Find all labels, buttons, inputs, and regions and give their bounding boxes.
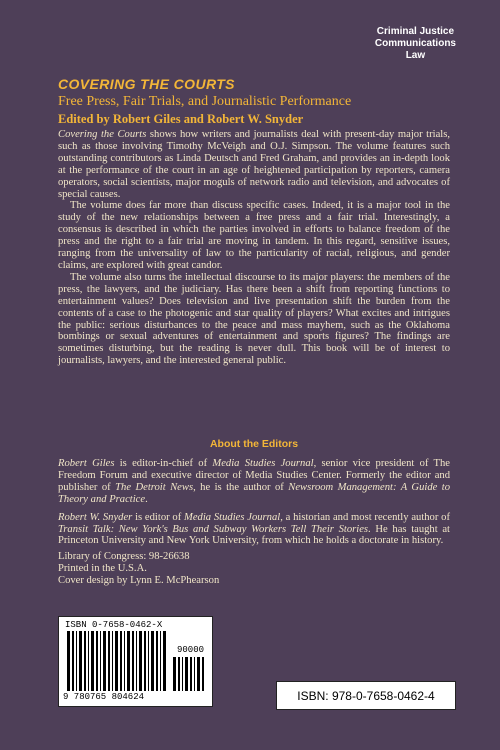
bio-text: .	[145, 493, 148, 505]
barcode-bar	[178, 657, 180, 691]
barcode-bar	[185, 657, 188, 691]
bio-text: is editor of	[132, 511, 185, 523]
barcode	[58, 616, 213, 707]
bio-text: is editor-in-chief of	[114, 458, 213, 469]
barcode-bar	[88, 631, 89, 691]
barcode-bar	[72, 631, 74, 691]
barcode-bar	[163, 631, 166, 691]
publication-title: The Detroit News	[115, 481, 194, 493]
barcode-bar	[132, 631, 134, 691]
bio-text: . He has taught at Princeton University and New York University, from which he holds a doctorate in history.	[58, 523, 450, 547]
book-subtitle: Free Press, Fair Trials, and Journalistic Performance	[58, 94, 352, 109]
barcode-bar	[76, 631, 77, 691]
publication-title: Media Studies Journal	[184, 511, 281, 523]
cover-design-credit: Cover design by Lynn E. McPhearson	[58, 575, 220, 586]
barcode-bar	[182, 657, 183, 691]
description-text: shows how writers and journalists deal with present-day major trials, such as those involving Timothy McVeigh and O.J. Simpson. The volume features such outstanding contributors as Linda Deutsch and Fred Graham, and provides an in-depth look at the performance of the court in an age of heightened participation by reporters, camera operators, social scientists, major moguls of network radio and television, and advocates of special causes.	[58, 129, 450, 200]
barcode-bar	[156, 631, 158, 691]
barcode-bar	[144, 631, 146, 691]
barcode-bar	[151, 631, 154, 691]
barcode-bar	[202, 657, 204, 691]
barcode-bar	[190, 657, 192, 691]
barcode-bar	[96, 631, 98, 691]
subject-line: Criminal Justice	[376, 26, 455, 37]
barcode-bar	[84, 631, 86, 691]
barcode-bar	[124, 631, 125, 691]
book-description	[58, 129, 450, 367]
barcode-bar	[127, 631, 130, 691]
editor-name: Robert Giles	[58, 458, 115, 469]
barcode-bar	[79, 631, 82, 691]
barcode-bar	[108, 631, 110, 691]
publication-title: Transit Talk: New York's Bus and Subway Workers Tell Their Stories	[58, 523, 369, 535]
barcode-bar	[148, 631, 149, 691]
barcode-bar	[197, 657, 200, 691]
barcode-price-code: 90000	[177, 645, 205, 655]
publication-title: Media Studies Journal	[212, 458, 314, 469]
about-editors-heading: About the Editors	[209, 438, 299, 450]
publication-title: Newsroom Management: A Guide to Theory and Practice	[58, 481, 451, 505]
barcode-bar	[173, 657, 176, 691]
bio-text: , senior vice president of The Freedom Forum and executive director of Media Studies Center. Formerly the editor and publisher of	[58, 458, 451, 493]
subject-line: Law	[405, 50, 426, 61]
barcode-bar	[136, 631, 137, 691]
printed-in: Printed in the U.S.A.	[58, 563, 147, 574]
description-paragraph-2: The volume does far more than discuss specific cases. Indeed, it is a major tool in the study of the new relationships between a free press and a fair trial. Interestingly, a consensus is described in which the parties involved in efforts to balance freedom of the press and the right to a fair trial are moving in tandem. In this regard, sensitive issues, ranging from the universality of law to the particularity of racial, religious, and gender claims, are explored with great candor.	[58, 200, 450, 271]
barcode-isbn: ISBN 0-7658-0462-X	[65, 620, 163, 630]
book-title: COVERING THE COURTS	[58, 76, 235, 92]
about-editors	[58, 458, 450, 553]
description-title-italic: Covering the Courts	[58, 129, 147, 140]
barcode-bar	[120, 631, 122, 691]
barcode-bar	[160, 631, 161, 691]
barcode-bar	[112, 631, 113, 691]
description-paragraph-3: The volume also turns the intellectual discourse to its major players: the members of the press, the lawyers, and the judiciary. Has there been a shift from reporting functions to entertainment values? Does television and live presentation shift the burden from the contents of a case to the photogenic and star quality of players? What excites and intrigues the public: serious disturbances to the peace and mass mayhem, such as the Oklahoma bombings or sexual adventures of entertainment and sports figures? The findings are sometimes disturbing, but the reading is never dull. This book will be of interest to journalists, lawyers, and the interested general public.	[58, 271, 450, 367]
bio-text: , a historian and most recently author of	[280, 511, 450, 523]
barcode-bar	[139, 631, 142, 691]
editor-bio-snyder	[58, 512, 450, 548]
barcode-bar	[67, 631, 70, 691]
library-of-congress: Library of Congress: 98-26638	[58, 551, 190, 562]
editors-line: Edited by Robert Giles and Robert W. Snyder	[58, 112, 304, 126]
barcode-bar	[100, 631, 101, 691]
editor-bio-giles	[58, 458, 450, 506]
barcode-bar	[91, 631, 94, 691]
barcode-bar	[115, 631, 118, 691]
isbn-label: ISBN: 978-0-7658-0462-4	[276, 681, 456, 710]
publication-info	[58, 551, 219, 587]
editor-name: Robert W. Snyder	[58, 511, 133, 523]
subject-categories	[375, 26, 456, 62]
bio-text: , he is the author of	[193, 481, 289, 493]
barcode-bar	[103, 631, 106, 691]
description-paragraph-1	[58, 129, 450, 200]
subject-line: Communications	[374, 38, 456, 49]
barcode-bar	[194, 657, 195, 691]
barcode-number: 9 780765 804624	[63, 692, 145, 702]
